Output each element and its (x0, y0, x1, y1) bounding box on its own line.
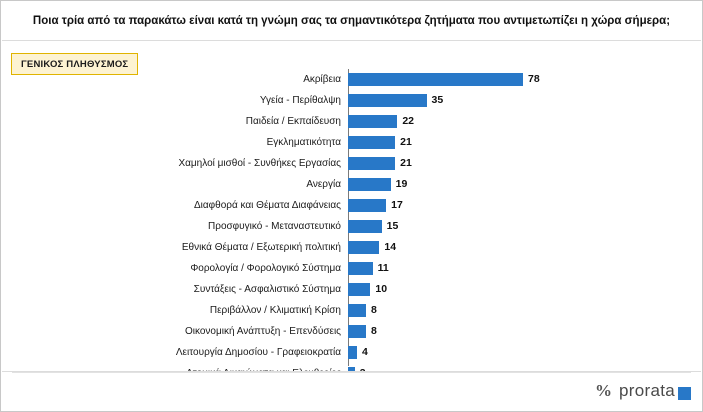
bar-category-label: Εγκληματικότητα (266, 136, 341, 148)
bar-track (348, 237, 703, 257)
brand-logo (595, 379, 691, 403)
bar-track (348, 132, 703, 152)
bar (348, 325, 366, 338)
bar-value-label: 10 (375, 283, 388, 295)
bar-track (348, 342, 703, 362)
bar-row (1, 258, 703, 278)
bar (348, 283, 370, 296)
bar-row (1, 321, 703, 341)
bar (348, 241, 379, 254)
bar (348, 178, 391, 191)
bar-value-label: 15 (386, 220, 399, 232)
bar-track (348, 195, 703, 215)
bar-row (1, 174, 703, 194)
question-text: Ποια τρία από τα παρακάτω είναι κατά τη γνώμη σας τα σημαντικότερα ζητήματα που αντιμετωπίζει η χώρα σήμερα; (32, 15, 671, 27)
bar-track (348, 153, 703, 173)
bar-track (348, 258, 703, 278)
bar-row (1, 195, 703, 215)
bar-row (1, 279, 703, 299)
bar-row (1, 132, 703, 152)
bar (348, 220, 382, 233)
bar (348, 157, 395, 170)
bar-track (348, 321, 703, 341)
bar-category-label: Οικονομική Ανάπτυξη - Επενδύσεις (184, 325, 341, 337)
bar-category-label: Εθνικά Θέματα / Εξωτερική πολιτική (181, 241, 341, 253)
bar (348, 136, 395, 149)
bar-value-label: 21 (400, 157, 412, 169)
bar (348, 262, 373, 275)
bar-value-label: 14 (384, 241, 397, 253)
bar-category-label: Λειτουργία Δημοσίου - Γραφειοκρατία (175, 346, 341, 358)
bar-track (348, 111, 703, 131)
bar-row (1, 153, 703, 173)
bar-category-label: Συντάξεις - Ασφαλιστικό Σύστημα (193, 283, 341, 295)
bar-category-label: Υγεία - Περίθαλψη (259, 94, 341, 106)
bar-track (348, 279, 703, 299)
bar-category-label: Παιδεία / Εκπαίδευση (245, 115, 341, 127)
bar-category-label: Ακρίβεια (303, 73, 341, 85)
bar-category-label: Χαμηλοί μισθοί - Συνθήκες Εργασίας (178, 157, 341, 169)
bar-value-label: 35 (431, 94, 444, 106)
bar-track (348, 90, 703, 110)
bar-category-label: Περιβάλλον / Κλιματική Κρίση (209, 304, 341, 316)
bar-track (348, 69, 703, 89)
bar-row (1, 237, 703, 257)
bar-value-label: 21 (400, 136, 412, 148)
bar-value-label: 22 (402, 115, 415, 127)
bar-category-label: Ανεργία (306, 178, 341, 190)
bar-value-label: 19 (395, 178, 408, 190)
brand-name: prorata (619, 381, 675, 400)
bar (348, 73, 523, 86)
bar (348, 304, 366, 317)
bar-row (1, 216, 703, 236)
question-header (2, 2, 701, 41)
bar-row (1, 342, 703, 362)
bar-rows (1, 69, 703, 383)
bar (348, 94, 427, 107)
percent-icon: % (595, 381, 613, 400)
bar-row (1, 69, 703, 89)
bar-track (348, 174, 703, 194)
bar-value-label: 8 (370, 325, 377, 337)
brand-square-icon (678, 387, 691, 400)
bar (348, 115, 397, 128)
bar-track (348, 216, 703, 236)
bar-row (1, 300, 703, 320)
bar-value-label: 17 (391, 199, 403, 211)
bar (348, 346, 357, 359)
bar-value-label: 11 (377, 262, 389, 274)
footer-divider (12, 372, 691, 373)
bar-value-label: 8 (370, 304, 377, 316)
bar-value-label: 78 (528, 73, 540, 85)
bar-track (348, 300, 703, 320)
footer (2, 371, 701, 410)
bar-row (1, 90, 703, 110)
population-badge: ΓΕΝΙΚΟΣ ΠΛΗΘΥΣΜΟΣ (11, 53, 138, 75)
bar-value-label: 4 (361, 346, 368, 358)
bar-category-label: Φορολογία / Φορολογικό Σύστημα (190, 262, 341, 274)
bar-category-label: Διαφθορά και Θέματα Διαφάνειας (193, 199, 341, 211)
bar (348, 199, 386, 212)
bar-chart (1, 69, 703, 369)
bar-category-label: Προσφυγικό - Μεταναστευτικό (208, 220, 341, 232)
bar-row (1, 111, 703, 131)
